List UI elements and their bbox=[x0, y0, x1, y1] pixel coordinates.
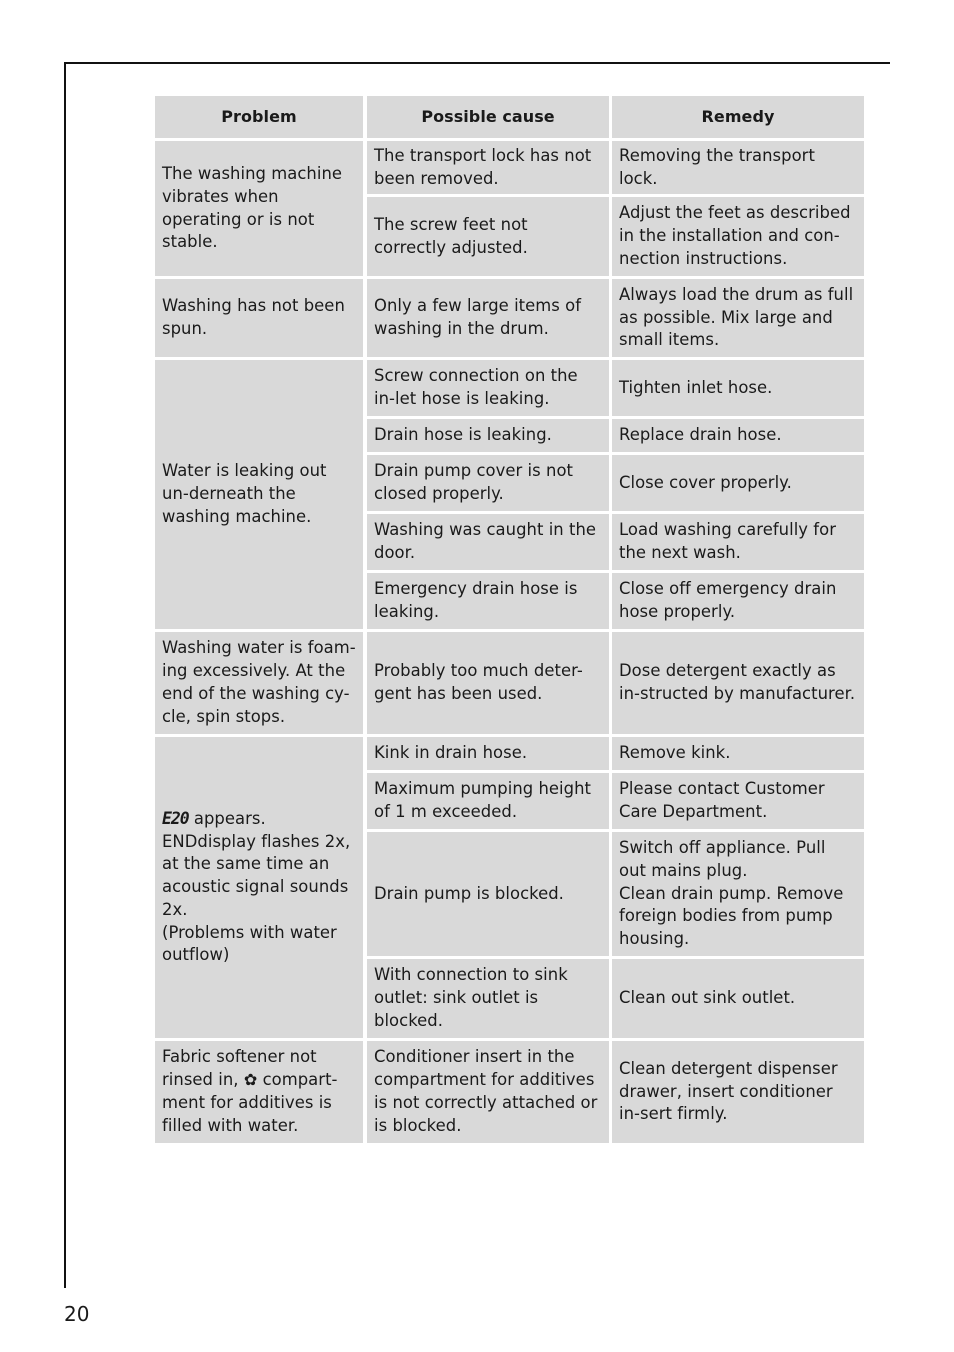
table-row bbox=[367, 959, 864, 1038]
cause-cell: Maximum pumping height of 1 m exceeded. bbox=[367, 773, 609, 829]
problem-cell: Water is leaking out un-derneath the washing machine. bbox=[155, 360, 363, 629]
cause-cell: Drain pump is blocked. bbox=[367, 832, 609, 956]
problem-text: compart-ment for additives is filled with water. bbox=[162, 1070, 338, 1135]
cause-cell: Drain hose is leaking. bbox=[367, 419, 609, 452]
remedy-cell: Always load the drum as full as possible. Mix large and small items. bbox=[612, 279, 864, 357]
remedy-cell: Replace drain hose. bbox=[612, 419, 864, 452]
page-frame-left-rule bbox=[64, 62, 66, 1288]
problem-group-not-spun bbox=[155, 279, 864, 357]
table-row bbox=[367, 197, 864, 276]
problem-group-vibration bbox=[155, 141, 864, 276]
remedy-cell: Remove kink. bbox=[612, 737, 864, 770]
remedy-cell: Close cover properly. bbox=[612, 455, 864, 511]
table-row bbox=[367, 279, 864, 357]
remedy-cell: Tighten inlet hose. bbox=[612, 360, 864, 416]
table-row bbox=[367, 360, 864, 416]
table-row bbox=[367, 773, 864, 829]
remedy-line: Switch off appliance. Pull out mains plug. bbox=[619, 838, 826, 880]
table-row bbox=[367, 455, 864, 511]
remedy-cell: Load washing carefully for the next wash. bbox=[612, 514, 864, 570]
table-row bbox=[367, 737, 864, 770]
cause-cell: Washing was caught in the door. bbox=[367, 514, 609, 570]
header-possible-cause: Possible cause bbox=[367, 96, 609, 138]
header-remedy: Remedy bbox=[612, 96, 864, 138]
page-frame-top-rule bbox=[64, 62, 890, 64]
cause-cell: The screw feet not correctly adjusted. bbox=[367, 197, 609, 276]
table-row bbox=[367, 632, 864, 734]
problem-cell: Washing water is foam-ing excessively. At the end of the washing cy-cle, spin stops. bbox=[155, 632, 363, 734]
remedy-cell: Adjust the feet as described in the installation and con-nection instructions. bbox=[612, 197, 864, 276]
problem-cell bbox=[155, 1041, 363, 1143]
remedy-cell: Clean detergent dispenser drawer, insert conditioner in-sert firmly. bbox=[612, 1041, 864, 1143]
problem-text-appears: appears. bbox=[188, 808, 266, 828]
problem-group-foaming bbox=[155, 632, 864, 734]
problem-text-end-display: ENDdisplay flashes 2x, at the same time an acoustic signal sounds 2x. bbox=[162, 831, 351, 919]
remedy-cell: Dose detergent exactly as in-structed by manufacturer. bbox=[612, 632, 864, 734]
remedy-cell: Clean out sink outlet. bbox=[612, 959, 864, 1038]
flower-icon: ✿ bbox=[243, 1070, 258, 1090]
problem-group-fabric-softener bbox=[155, 1041, 864, 1143]
problem-group-e20 bbox=[155, 737, 864, 1038]
remedy-cell: Removing the transport lock. bbox=[612, 141, 864, 194]
troubleshooting-table bbox=[155, 96, 864, 1146]
remedy-cell bbox=[612, 832, 864, 956]
table-row bbox=[367, 141, 864, 194]
remedy-cell: Please contact Customer Care Department. bbox=[612, 773, 864, 829]
problem-cell: Washing has not been spun. bbox=[155, 279, 363, 357]
table-header-row bbox=[155, 96, 864, 138]
problem-cell: The washing machine vibrates when operating or is not stable. bbox=[155, 141, 363, 276]
table-row bbox=[367, 573, 864, 629]
problem-text: Fabric softener not rinsed in, bbox=[162, 1047, 317, 1090]
cause-cell: Drain pump cover is not closed properly. bbox=[367, 455, 609, 511]
cause-cell: Emergency drain hose is leaking. bbox=[367, 573, 609, 629]
problem-note: (Problems with water outflow) bbox=[162, 922, 337, 965]
table-row bbox=[367, 514, 864, 570]
problem-group-leaking bbox=[155, 360, 864, 629]
remedy-cell: Close off emergency drain hose properly. bbox=[612, 573, 864, 629]
problem-cell bbox=[155, 737, 363, 1038]
page-number: 20 bbox=[64, 1302, 90, 1326]
cause-cell: The transport lock has not been removed. bbox=[367, 141, 609, 194]
header-problem: Problem bbox=[155, 96, 363, 138]
cause-cell: With connection to sink outlet: sink outlet is blocked. bbox=[367, 959, 609, 1038]
cause-cell: Screw connection on the in-let hose is leaking. bbox=[367, 360, 609, 416]
table-row bbox=[367, 1041, 864, 1143]
cause-cell: Kink in drain hose. bbox=[367, 737, 609, 770]
cause-cell: Probably too much deter-gent has been used. bbox=[367, 632, 609, 734]
error-code-e20-icon: E20 bbox=[162, 808, 189, 828]
remedy-line: Clean drain pump. Remove foreign bodies from pump housing. bbox=[619, 883, 844, 949]
table-row bbox=[367, 832, 864, 956]
table-row bbox=[367, 419, 864, 452]
cause-cell: Conditioner insert in the compartment for additives is not correctly attached or is blocked. bbox=[367, 1041, 609, 1143]
cause-cell: Only a few large items of washing in the drum. bbox=[367, 279, 609, 357]
